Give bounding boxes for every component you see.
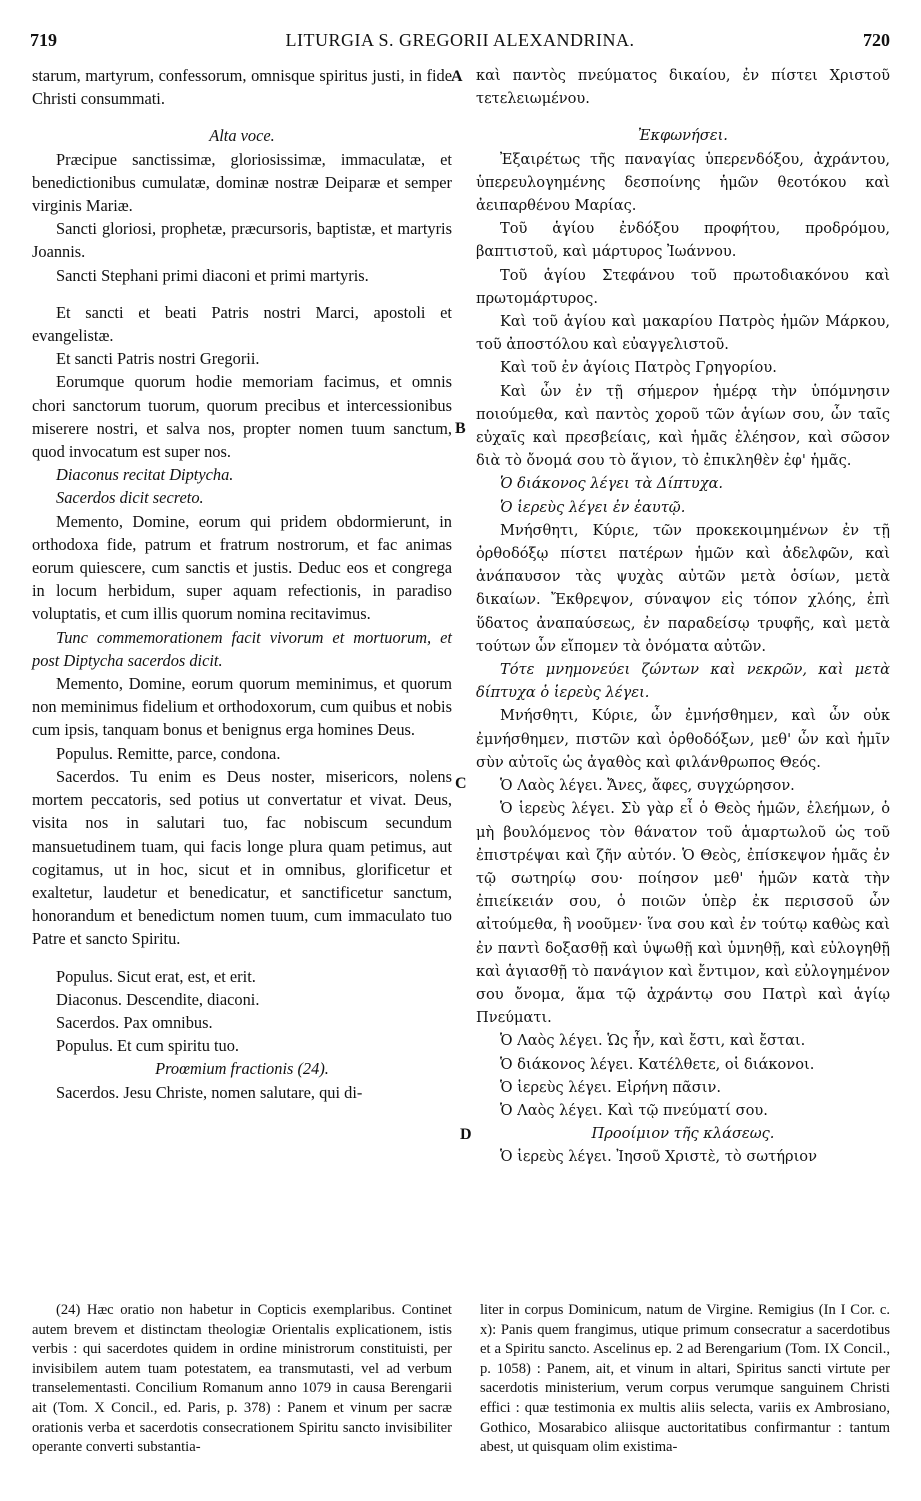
greek-paragraph: Ὁ διάκονος λέγει. Κατέλθετε, οἱ διάκονοι.	[500, 1055, 815, 1073]
greek-paragraph: Ἐξαιρέτως τῆς παναγίας ὑπερενδόξου, ἀχράντου, ὑπερευλογημένης δεσποίνης ἡμῶν θεοτόκου καὶ ἀειπαρθένου Μαρίας.	[476, 150, 890, 215]
greek-paragraph: Ὁ ἱερεὺς λέγει. Εἰρήνη πᾶσιν.	[500, 1078, 721, 1096]
section-marker-a: A	[451, 68, 463, 85]
latin-rubric: Diaconus recitat Diptycha.	[56, 465, 234, 485]
greek-column	[476, 64, 890, 1169]
greek-paragraph: Μνήσθητι, Κύριε, ὧν ἐμνήσθημεν, καὶ ὧν οὐκ ἐμνήσθημεν, πιστῶν καὶ ὀρθοδόξων, μεθ' ὧν καὶ ἡμῖν σὺν αὐτοῖς ὡς ἀγαθὸς καὶ φιλάνθρωπος Θεός.	[476, 707, 890, 771]
latin-paragraph: Sancti gloriosi, prophetæ, præcursoris, baptistæ, et martyris Joannis.	[32, 219, 452, 262]
latin-rubric: Alta voce.	[209, 126, 275, 146]
footnote-right	[480, 1301, 890, 1458]
section-marker-c: C	[455, 775, 467, 792]
latin-rubric: Proœmium fractionis (24).	[155, 1059, 329, 1079]
running-title: LITURGIA S. GREGORII ALEXANDRINA.	[285, 30, 635, 50]
page-header	[30, 30, 890, 56]
page-number-right: 720	[863, 30, 890, 50]
latin-paragraph: Præcipue sanctissimæ, gloriosissimæ, immaculatæ, et benedictionibus cumulatæ, dominæ nostræ Deiparæ et semper virginis Mariæ.	[32, 149, 452, 216]
greek-paragraph: Ὁ ἱερεὺς λέγει. Ἰησοῦ Χριστὲ, τὸ σωτήριον	[500, 1148, 817, 1166]
footnote-text: (24) Hæc oratio non habetur in Copticis exemplaribus. Continet autem brevem et distinctam theologiæ Orientalis explicationem, istis verbis : qui sacerdotes quidem in ordine ministrorum constituisti, per invisibilem autem tuam potestatem, ea transmutasti, vel ad verbum transelementasti. Concilium Romanum anno 1079 in causa Berengarii ait (Tom. X Concil., ed. Paris, p. 378) : Panem et vinum per sacræ orationis verba et sacerdotis consecrationem Spiritu sancto invisibiliter operante converti substantia-	[32, 1302, 452, 1456]
greek-paragraph: Ὁ Λαὸς λέγει. Ὡς ἦν, καὶ ἔστι, καὶ ἔσται.	[500, 1032, 806, 1050]
latin-paragraph: Memento, Domine, eorum qui pridem obdormierunt, in orthodoxa fide, patrum et fratrum nostrorum, et fac animas eorum quiescere, cum sanctis et justis. Deduc eos et congrega in locum herbidum, super aquam refectionis, in paradiso voluptatis, et cum illis quorum nomina recitavimus.	[32, 511, 452, 624]
greek-paragraph: καὶ παντὸς πνεύματος δικαίου, ἐν πίστει Χριστοῦ τετελειωμένου.	[476, 67, 890, 108]
latin-paragraph: starum, martyrum, confessorum, omnisque spiritus justi, in fide Christi consummati.	[32, 66, 452, 109]
greek-paragraph: Μνήσθητι, Κύριε, τῶν προκεκοιμημένων ἐν τῇ ὀρθοδόξῳ πίστει πατέρων ἡμῶν καὶ ἀδελφῶν, καὶ ἀνάπαυσον τὰς ψυχὰς αὐτῶν μετὰ ὁσίων, μετὰ δικαίων. Ἔκθρεψον, σύναψον εἰς τόπον χλόης, ἐπὶ ὕδατος ἀναπαύσεως, ἐν παραδείσῳ τρυφῆς, καὶ μετὰ τούτων ὧν εἴπομεν τὰ ὀνόματα αὐτῶν.	[476, 521, 890, 655]
latin-paragraph: Eorumque quorum hodie memoriam facimus, et omnis chori sanctorum tuorum, quorum precibus et intercessionibus miserere nostri, et salva nos, propter nomen tuum sanctum, quod invocatum est super nos.	[32, 372, 452, 462]
latin-paragraph: Populus. Sicut erat, est, et erit.	[56, 966, 256, 986]
latin-paragraph: Et sancti Patris nostri Gregorii.	[56, 349, 260, 369]
greek-rubric: Προοίμιον τῆς κλάσεως.	[591, 1125, 775, 1143]
greek-paragraph: Τοῦ ἁγίου ἐνδόξου προφήτου, προδρόμου, βαπτιστοῦ, καὶ μάρτυρος Ἰωάννου.	[476, 220, 890, 261]
latin-paragraph: Sacerdos. Pax omnibus.	[56, 1012, 213, 1032]
latin-paragraph: Sacerdos. Tu enim es Deus noster, misericors, nolens mortem peccatoris, sed potius ut convertatur et vivat. Deus, visita nos in salutari tuo, fac nobiscum secundum mansuetudinem tuam, qui facis longe plura quam petimus, aut cogitamus, ut in hoc, sicut et in omnibus, glorificetur et exaltetur, laudetur et benedicatur, et sanctificetur sanctum, honorandum et benedictum nomen tuum, cum immaculato tuo Patre et sancto Spiritu.	[32, 766, 452, 949]
latin-rubric: Tunc commemorationem facit vivorum et mortuorum, et post Diptycha sacerdos dicit.	[32, 627, 452, 670]
greek-paragraph: Καὶ ὧν ἐν τῇ σήμερον ἡμέρᾳ τὴν ὑπόμνησιν ποιούμεθα, καὶ παντὸς χοροῦ τῶν ἁγίων σου, ὧν ταῖς εὐχαῖς καὶ πρεσβείαις, καὶ ἡμᾶς ἐλέησον, καὶ σῶσον διὰ τὸ ὄνομά σου τὸ ἅγιον, τὸ ἐπικληθὲν ἐφ' ἡμᾶς.	[476, 382, 890, 470]
footnote-text: liter in corpus Dominicum, natum de Virgine. Remigius (In I Cor. c. x): Panis quem frangimus, utique primum consecratur a sacerdotibus et a Spiritu sancto. Ascelinus ep. 2 ad Berengarium (Tom. IX Concil., p. 1058) : Panem, ait, et vinum in altari, Spiritus sancti virtute per sacerdotis ministerium, verum corpus verumque sanguinem Christi effici : quæ testimonia ex multis aliis selecta, variis ex Ambrosiano, Gothico, Mosarabico aliisque auctoritatibus confirmantur : tantum abest, ut quisquam olim existima-	[480, 1302, 890, 1456]
greek-paragraph: Καὶ τοῦ ἁγίου καὶ μακαρίου Πατρὸς ἡμῶν Μάρκου, τοῦ ἀποστόλου καὶ εὐαγγελιστοῦ.	[476, 313, 890, 354]
latin-paragraph: Et sancti et beati Patris nostri Marci, apostoli et evangelistæ.	[32, 302, 452, 346]
latin-paragraph: Populus. Et cum spiritu tuo.	[56, 1036, 240, 1056]
latin-column	[32, 64, 452, 1104]
latin-paragraph: Memento, Domine, eorum quorum meminimus, et quorum non meminimus fidelium et orthodoxorum, cum quibus et nobis cum ipsis, tanquam bonus et benignus erga homines Deus.	[32, 674, 452, 740]
greek-rubric: Ἐκφωνήσει.	[638, 127, 728, 145]
greek-paragraph: Τοῦ ἁγίου Στεφάνου τοῦ πρωτοδιακόνου καὶ πρωτομάρτυρος.	[476, 266, 890, 307]
section-marker-d: D	[460, 1126, 472, 1143]
greek-rubric: Ὁ διάκονος λέγει τὰ Δίπτυχα.	[500, 475, 724, 493]
greek-paragraph: Καὶ τοῦ ἐν ἁγίοις Πατρὸς Γρηγορίου.	[500, 359, 777, 377]
latin-paragraph: Sacerdos. Jesu Christe, nomen salutare, qui di-	[56, 1082, 363, 1102]
footnote-left	[32, 1301, 452, 1458]
section-marker-b: B	[455, 420, 466, 437]
latin-paragraph: Diaconus. Descendite, diaconi.	[56, 989, 260, 1009]
greek-rubric: Ὁ ἱερεὺς λέγει ἐν ἑαυτῷ.	[500, 498, 686, 516]
greek-paragraph: Ὁ Λαὸς λέγει. Καὶ τῷ πνεύματί σου.	[500, 1101, 768, 1119]
greek-rubric: Τότε μνημονεύει ζώντων καὶ νεκρῶν, καὶ μετὰ δίπτυχα ὁ ἱερεὺς λέγει.	[476, 661, 890, 702]
latin-paragraph: Sancti Stephani primi diaconi et primi martyris.	[56, 265, 369, 285]
page-number-left: 719	[30, 30, 57, 50]
latin-paragraph: Populus. Remitte, parce, condona.	[56, 743, 281, 763]
latin-rubric: Sacerdos dicit secreto.	[56, 488, 204, 508]
greek-paragraph: Ὁ Λαὸς λέγει. Ἄνες, ἄφες, συγχώρησον.	[500, 777, 795, 795]
greek-paragraph: Ὁ ἱερεὺς λέγει. Σὺ γὰρ εἶ ὁ Θεὸς ἡμῶν, ἐλεήμων, ὁ μὴ βουλόμενος τὸν θάνατον τοῦ ἁμαρτωλοῦ ὡς τοῦ ἐπιστρέψαι καὶ ζῆν αὐτόν. Ὁ Θεὸς, ἐπίσκεψον ἡμᾶς ἐν τῷ σωτηρίῳ σου· ποίησον μεθ' ἡμῶν κατὰ τὴν ἐπιείκειάν σου, ὁ ποιῶν ὑπὲρ ἐκ περισσοῦ ὧν αἰτούμεθα, ἢ νοοῦμεν· ἵνα σου καὶ ἐν τούτῳ καθὼς καὶ ἐν παντὶ δοξασθῇ καὶ ὑψωθῇ καὶ ὑμνηθῇ, καὶ εὐλογηθῇ καὶ ἁγιασθῇ τὸ πανάγιον καὶ ἔντιμον, καὶ εὐλογημένον σου ὄνομα, ἅμα τῷ ἀχράντῳ σου Πατρὶ καὶ ἁγίῳ Πνεύματι.	[476, 800, 890, 1027]
